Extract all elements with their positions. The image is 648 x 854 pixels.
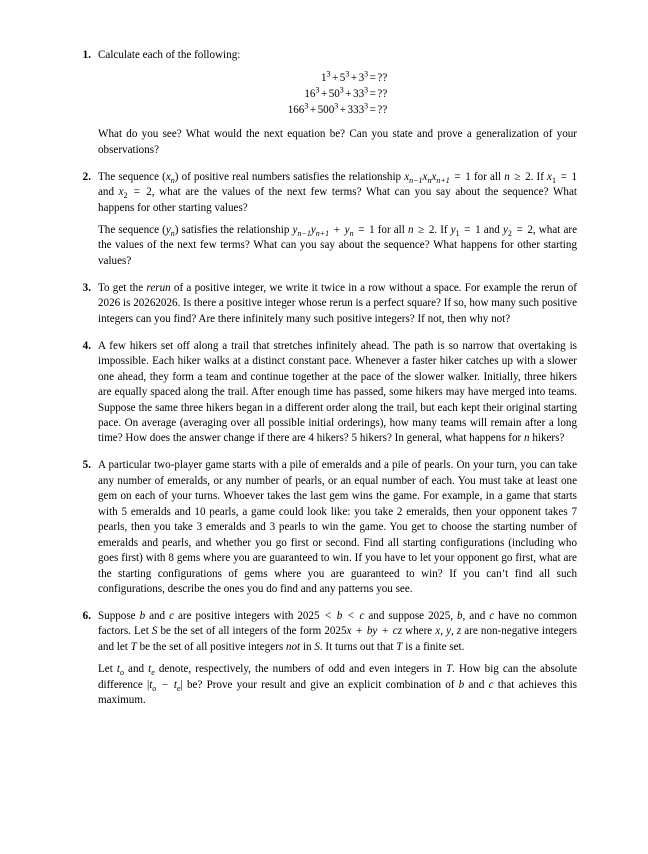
- equation-lhs: $16^3 + 50^3 + 33^3$: [304, 85, 369, 101]
- problem-2-paragraph-1: The sequence $(x_n)$ of positive real numbers satisfies the relationship $x_{n-1}x_nx_{n+1} = 1$ for all n ≥ 2. If $x_1 = 1$ and $x_2 = 2$, what are the values of the next few terms? What can you say about the sequence? What happens for other starting values?: [98, 170, 578, 214]
- equation-row: [288, 103, 388, 119]
- problem-number-4: 4.: [82, 339, 91, 352]
- equation-table: [288, 71, 388, 118]
- problem-item-3: [71, 281, 577, 327]
- problem-1-intro: Calculate each of the following:: [98, 49, 241, 61]
- problem-number-6: 6.: [82, 609, 91, 622]
- problem-6-paragraph-1: Suppose b and c are positive integers with 2025 < b < c and suppose 2025, b, and c have no common factors. Let S be the set of all integers of the form 2025x + by + cz where x, y, z are non-negative integers and let T be the set of all positive integers not in S. It turns out that T is a finite set.: [98, 609, 577, 653]
- problem-list: [71, 48, 577, 709]
- problem-item-1: [71, 48, 577, 158]
- problem-5-paragraph-1: A particular two-player game starts with a pile of emeralds and a pile of pearls. On your turn, you can take any number of emeralds, or any number of pearls, or an equal number of each. You must take at least one gem on each of your turns. Whoever takes the last gem wins the game. For example, in a game that starts with 5 emeralds and 10 pearls, a game could look like: you take 2 emeralds, then your opponent takes 7 pearls, then you take 3 emeralds and 3 pearls to win the game. You get to choose the starting number of emeralds and pearls, and whether you go first or second. Find all starting configurations (including who goes first) with 8 gems where you are guaranteed to win. If you have to let your opponent go first, what are the starting configurations of gems where you are guaranteed to win? If you can’t find all such configurations, describe the ones you do find and any patterns you see.: [98, 459, 577, 596]
- problem-2-paragraph-2: The sequence $(y_n)$ satisfies the relationship $y_{n-1}y_{n+1} + y_n = 1$ for all n ≥ 2. If $y_1 = 1$ and $y_2 = 2$, what are the values of the next few terms? What can you say about the sequence? What happens for other starting values?: [98, 224, 577, 267]
- problem-4-paragraph-1: A few hikers set off along a trail that stretches infinitely ahead. The path is so narrow that overtaking is impossible. Each hiker walks at a distinct constant pace. Whenever a faster hiker catches up with a slower one ahead, they form a team and continue together at the pace of the slower walker. Initially, three hikers are equally spaced along the trail. After enough time has passed, some hikers may have merged into teams. Suppose the same three hikers began in a different order along the trail, but each kept their original starting pace. On average (averaging over all possible initial orderings), how many teams will remain after a long time? How does the answer change if there are 4 hikers? 5 hikers? In general, what happens for n hikers?: [98, 339, 577, 445]
- problem-number-2: 2.: [82, 170, 91, 183]
- equation-rhs: ??: [377, 72, 388, 85]
- problem-number-3: 3.: [82, 281, 91, 294]
- equation-relation: =: [369, 72, 376, 85]
- equation-block-cubes: [98, 71, 577, 118]
- problem-item-5: [71, 458, 577, 597]
- problem-number-5: 5.: [82, 459, 91, 472]
- problem-6-paragraph-2: Let $t_o$ and $t_e$ denote, respectively, the numbers of odd and even integers in T. How big can the absolute difference $|t_o - t_e|$ be? Prove your result and give an explicit combination of b and c that achieves this maximum.: [98, 663, 577, 707]
- equation-lhs: $166^3 + 500^3 + 333^3$: [287, 100, 369, 116]
- equation-rhs: ??: [377, 103, 388, 116]
- problem-1-followup: What do you see? What would the next equation be? Can you state and prove a generalization of your observations?: [98, 128, 577, 156]
- equation-row: [288, 71, 388, 87]
- problem-item-6: [71, 609, 577, 709]
- problem-item-4: [71, 339, 577, 447]
- equation-lhs: $1^3 + 5^3 + 3^3$: [320, 69, 369, 85]
- problem-item-2: [71, 170, 577, 270]
- equation-relation: =: [369, 88, 376, 101]
- problem-number-1: 1.: [82, 49, 91, 61]
- equation-relation: =: [369, 103, 376, 116]
- problem-3-paragraph-1: To get the rerun of a positive integer, we write it twice in a row without a space. For example the rerun of 2026 is 20262026. Is there a positive integer whose rerun is a perfect square? If so, how many such positive integers can you find? Are there infinitely many such positive integers? If not, then why not?: [98, 281, 578, 325]
- equation-rhs: ??: [377, 88, 388, 101]
